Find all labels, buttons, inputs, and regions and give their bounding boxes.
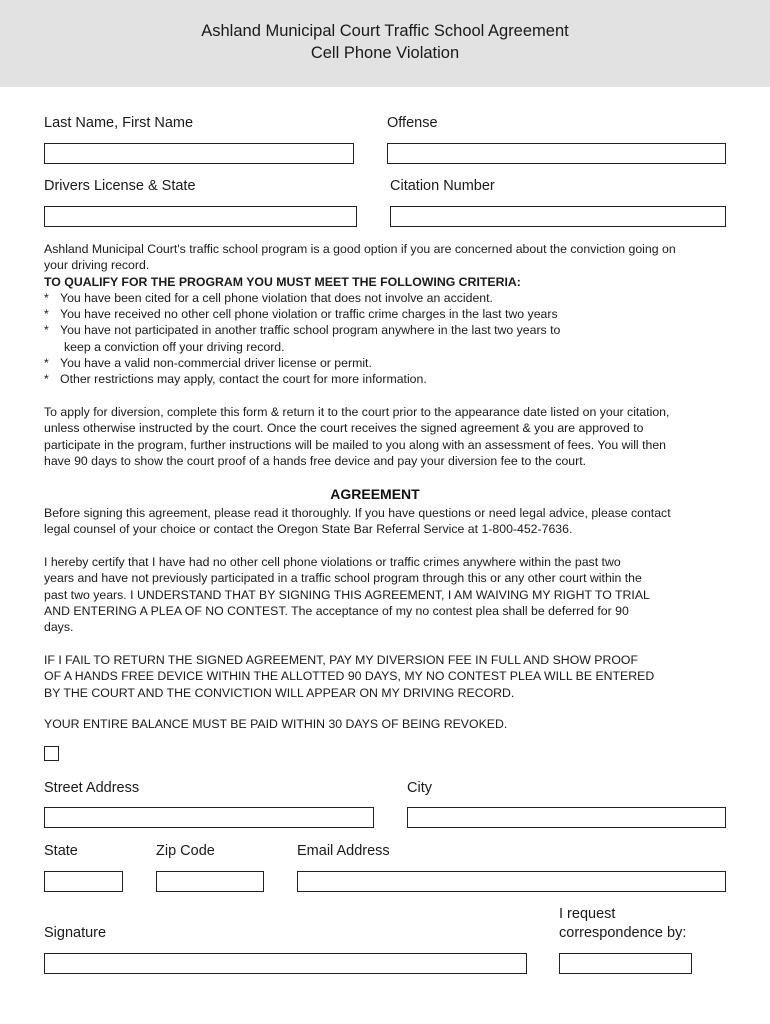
agreement-line: IF I FAIL TO RETURN THE SIGNED AGREEMENT, PAY MY DIVERSION FEE IN FULL AND SHOW PROOF [44, 653, 639, 667]
apply-line: participate in the program, further instructions will be mailed to you along with an assessment of fees. You will then [44, 437, 667, 452]
header-banner [0, 0, 770, 87]
correspondence-input[interactable] [559, 953, 692, 974]
name-label: Last Name, First Name [44, 115, 194, 131]
city-input[interactable] [407, 807, 726, 828]
apply-line: unless otherwise instructed by the court. Once the court receives the signed agreement & you are approved to [44, 421, 644, 436]
offense-input[interactable] [387, 143, 726, 164]
email-input[interactable] [297, 871, 726, 892]
criteria-item-continued: keep a conviction off your driving record. [64, 339, 285, 354]
license-input[interactable] [44, 206, 357, 227]
correspondence-label: correspondence by: [559, 925, 687, 941]
intro-line: Ashland Municipal Court's traffic school program is a good option if you are concerned about the conviction going on [44, 242, 676, 256]
agreement-line: years and have not previously participated in a traffic school program through this or any other court within the [44, 571, 642, 586]
agreement-line: days. [44, 620, 74, 635]
criteria-item: * You have been cited for a cell phone violation that does not involve an accident. [44, 290, 493, 305]
zip-input[interactable] [156, 871, 264, 892]
agreement-line: I hereby certify that I have had no other cell phone violations or traffic crimes anywhere within the past two [44, 555, 621, 569]
apply-paragraph [44, 404, 734, 469]
name-input[interactable] [44, 143, 354, 164]
criteria-heading: TO QUALIFY FOR THE PROGRAM YOU MUST MEET THE FOLLOWING CRITERIA: [44, 274, 521, 289]
agreement-paragraph-4 [44, 716, 734, 732]
agreement-line: OF A HANDS FREE DEVICE WITHIN THE ALLOTTED 90 DAYS, MY NO CONTEST PLEA WILL BE ENTERED [44, 669, 655, 684]
agreement-paragraph-3 [44, 652, 734, 701]
intro-line: your driving record. [44, 258, 150, 273]
email-label: Email Address [297, 843, 390, 859]
street-label: Street Address [44, 780, 140, 796]
criteria-item: * Other restrictions may apply, contact the court for more information. [44, 372, 427, 387]
city-label: City [407, 780, 432, 796]
agreement-line: BY THE COURT AND THE CONVICTION WILL APPEAR ON MY DRIVING RECORD. [44, 685, 515, 700]
state-input[interactable] [44, 871, 123, 892]
license-label: Drivers License & State [44, 178, 196, 194]
agreement-line: AND ENTERING A PLEA OF NO CONTEST. The acceptance of my no contest plea shall be deferred for 90 [44, 603, 629, 618]
street-input[interactable] [44, 807, 374, 828]
agreement-heading: AGREEMENT [330, 486, 420, 502]
correspondence-label: I request [559, 906, 616, 922]
intro-section [44, 241, 734, 388]
agreement-paragraph-1 [44, 505, 734, 538]
zip-label: Zip Code [156, 843, 215, 859]
signature-label: Signature [44, 925, 107, 941]
apply-line: To apply for diversion, complete this form & return it to the court prior to the appearance date listed on your citation, [44, 405, 670, 419]
citation-label: Citation Number [390, 178, 495, 194]
offense-label: Offense [387, 115, 438, 131]
agreement-line: past two years. I UNDERSTAND THAT BY SIGNING THIS AGREEMENT, I AM WAIVING MY RIGHT TO TRIAL [44, 587, 650, 602]
agreement-line: legal counsel of your choice or contact the Oregon State Bar Referral Service at 1-800-452-7636. [44, 522, 573, 537]
state-label: State [44, 843, 78, 859]
agreement-line: Before signing this agreement, please read it thoroughly. If you have questions or need legal advice, please contact [44, 506, 671, 520]
document-title: Ashland Municipal Court Traffic School Agreement [201, 22, 569, 40]
agreement-checkbox[interactable] [44, 746, 59, 761]
agreement-paragraph-2 [44, 554, 734, 635]
apply-line: have 90 days to show the court proof of a hands free device and pay your diversion fee to the court. [44, 453, 587, 468]
signature-input[interactable] [44, 953, 527, 974]
citation-input[interactable] [390, 206, 726, 227]
criteria-item: * You have received no other cell phone violation or traffic crime charges in the last two years [44, 307, 558, 322]
criteria-item: * You have a valid non-commercial driver license or permit. [44, 356, 372, 371]
criteria-item: * You have not participated in another traffic school program anywhere in the last two years to [44, 323, 561, 338]
agreement-line: YOUR ENTIRE BALANCE MUST BE PAID WITHIN 30 DAYS OF BEING REVOKED. [44, 717, 508, 731]
document-subtitle: Cell Phone Violation [310, 44, 460, 62]
